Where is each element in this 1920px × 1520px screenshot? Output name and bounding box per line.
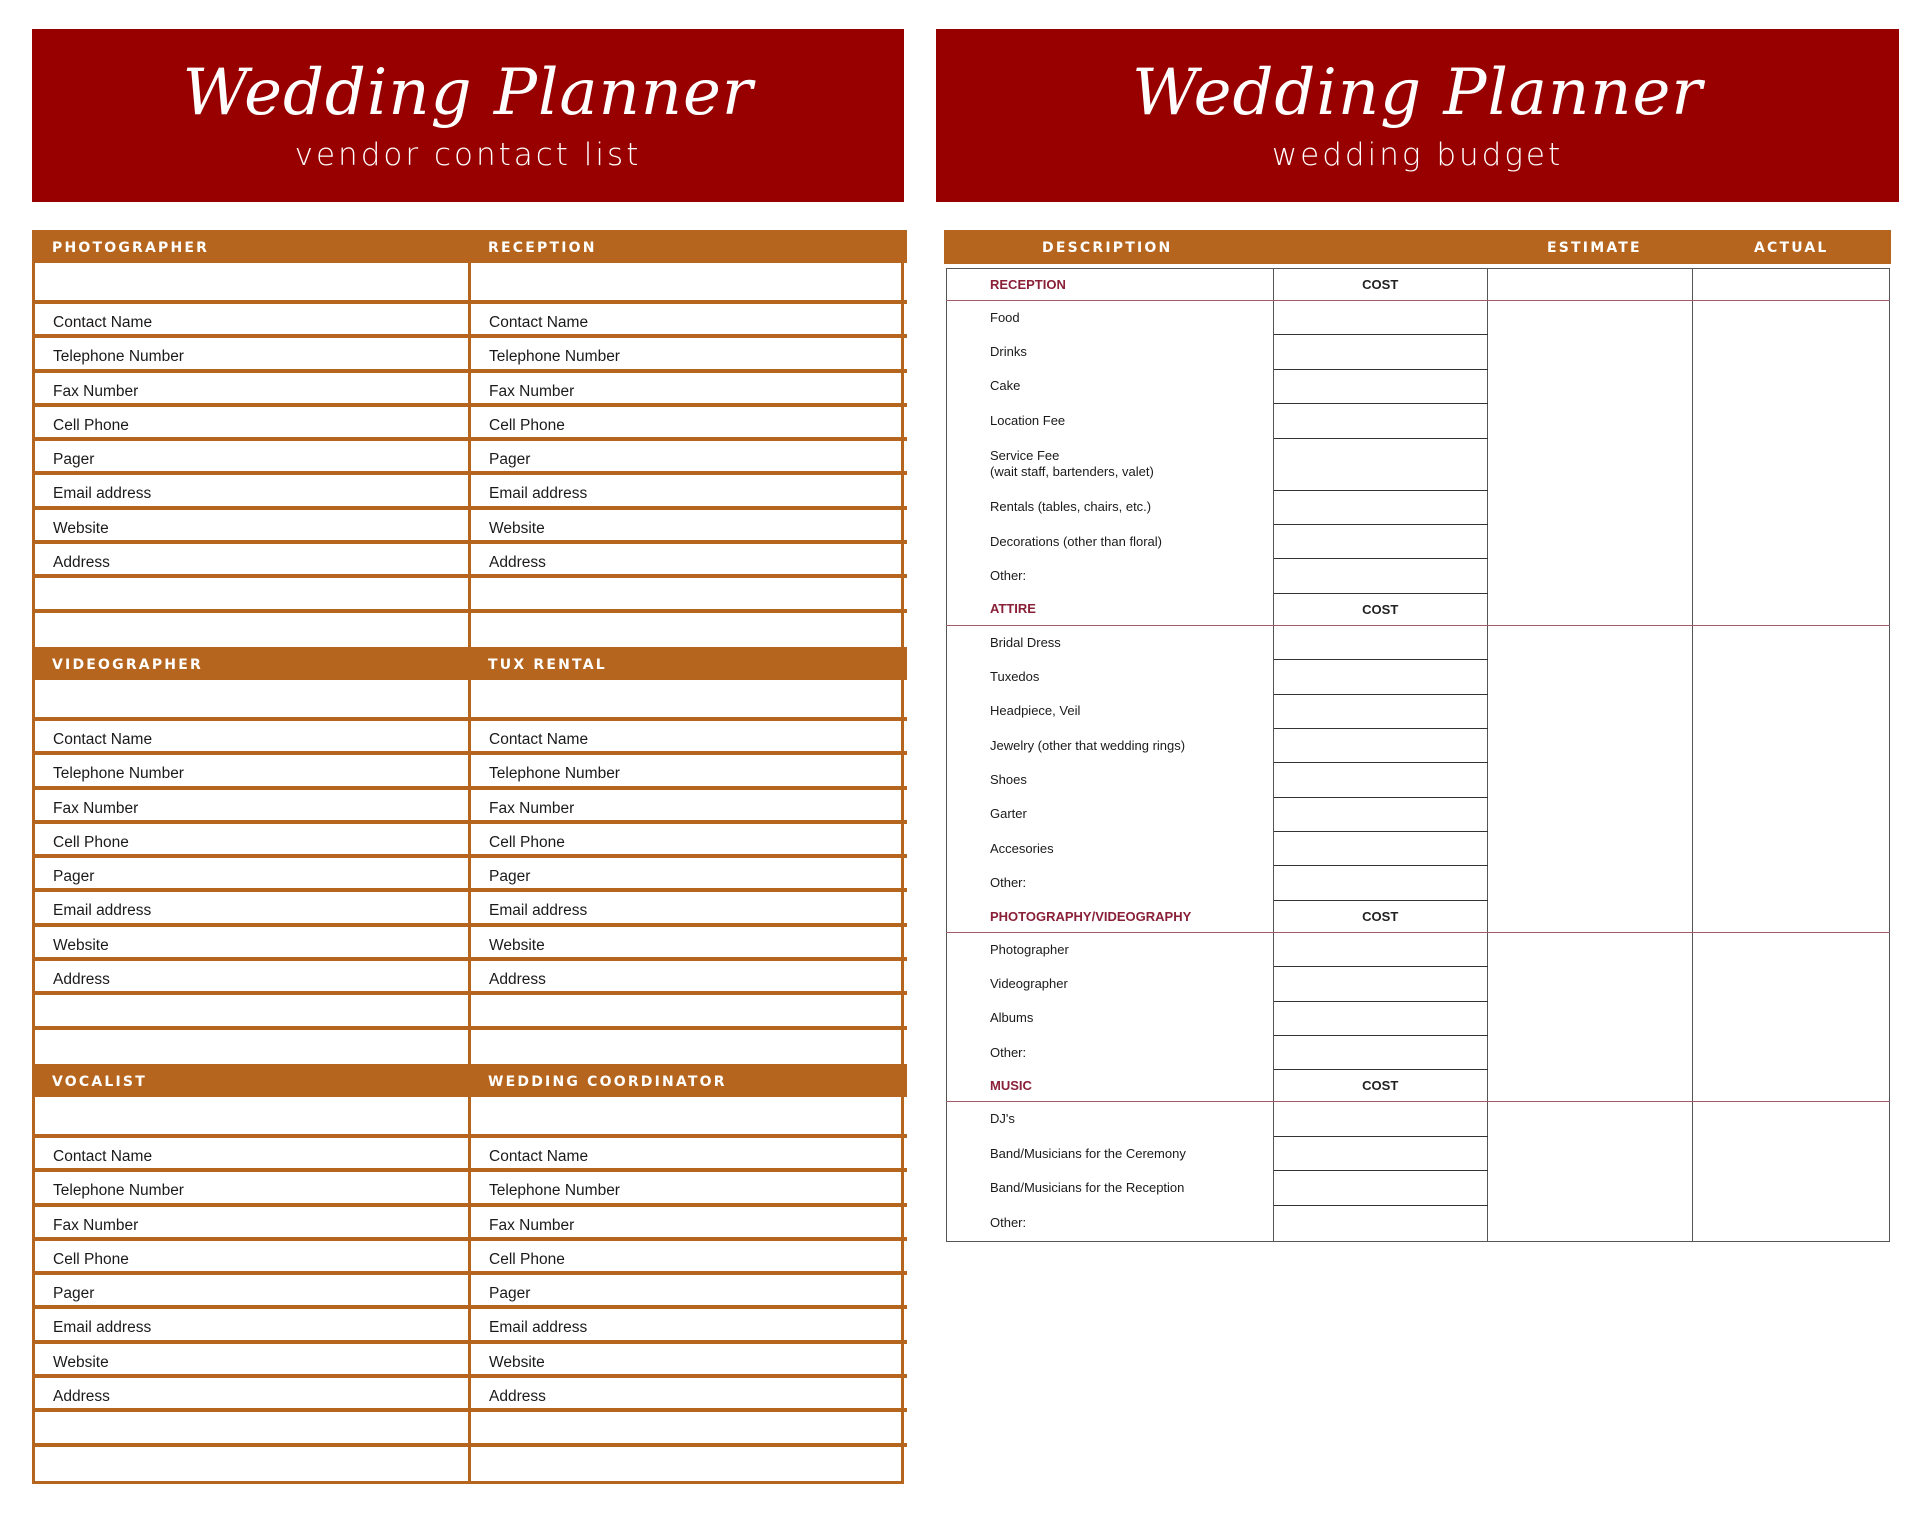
estimate-cell[interactable] (1487, 593, 1693, 625)
item-description: Jewelry (other that wedding rings) (947, 728, 1274, 762)
actual-cell[interactable] (1693, 269, 1890, 301)
item-cost-cell[interactable] (1273, 524, 1487, 558)
budget-item-row (947, 301, 1890, 335)
item-cost-cell[interactable] (1273, 763, 1487, 797)
item-cost-cell[interactable] (1273, 625, 1487, 659)
actual-cell[interactable] (1693, 625, 1890, 900)
item-cost-cell[interactable] (1273, 559, 1487, 593)
item-cost-cell[interactable] (1273, 1171, 1487, 1205)
item-cost-cell[interactable] (1273, 369, 1487, 403)
estimate-cell[interactable] (1487, 900, 1693, 932)
vendor-field-row[interactable]: Cell Phone (471, 824, 907, 858)
vendor-field-row[interactable]: Fax Number (35, 790, 468, 824)
vendor-block (32, 647, 904, 1064)
item-description: Other: (947, 1205, 1274, 1241)
vendor-field-row[interactable]: Fax Number (35, 373, 468, 407)
vendor-field-row[interactable]: Cell Phone (471, 407, 907, 441)
vendor-field-row[interactable]: Website (471, 510, 907, 544)
vendor-column (35, 230, 471, 647)
vendor-field-row[interactable]: Contact Name (471, 1138, 907, 1172)
estimate-cell[interactable] (1487, 301, 1693, 594)
description-header: DESCRIPTION (1042, 240, 1173, 256)
estimate-header: ESTIMATE (1547, 240, 1642, 256)
item-cost-cell[interactable] (1273, 438, 1487, 490)
item-description: Videographer (947, 967, 1274, 1001)
vendor-field-row[interactable]: Address (471, 1378, 907, 1412)
item-description: Food (947, 301, 1274, 335)
budget-section-row (947, 1070, 1890, 1102)
vendor-field-row[interactable]: Address (35, 961, 468, 995)
item-cost-cell[interactable] (1273, 1001, 1487, 1035)
item-description: Service Fee (wait staff, bartenders, valet) (947, 438, 1274, 490)
item-cost-cell[interactable] (1273, 728, 1487, 762)
item-description: DJ's (947, 1102, 1274, 1136)
vendor-field-row[interactable]: Fax Number (471, 1207, 907, 1241)
vendor-heading: RECEPTION (471, 230, 907, 263)
budget-item-row (947, 1102, 1890, 1136)
section-name: RECEPTION (947, 269, 1274, 301)
item-cost-cell[interactable] (1273, 660, 1487, 694)
vendor-heading: VIDEOGRAPHER (35, 647, 468, 680)
section-name: PHOTOGRAPHY/VIDEOGRAPHY (947, 900, 1274, 932)
vendor-block (32, 1064, 904, 1484)
actual-header: ACTUAL (1754, 240, 1829, 256)
item-description: Decorations (other than floral) (947, 524, 1274, 558)
item-description: Other: (947, 559, 1274, 593)
cost-label: COST (1273, 1070, 1487, 1102)
actual-cell[interactable] (1693, 1102, 1890, 1241)
vendor-field-row[interactable]: Address (35, 544, 468, 578)
item-description: Rentals (tables, chairs, etc.) (947, 490, 1274, 524)
item-description: Headpiece, Veil (947, 694, 1274, 728)
item-cost-cell[interactable] (1273, 832, 1487, 866)
vendor-field-row[interactable]: Pager (471, 1275, 907, 1309)
item-cost-cell[interactable] (1273, 335, 1487, 369)
vendor-field-row[interactable]: Email address (471, 475, 907, 509)
vendor-heading: WEDDING COORDINATOR (471, 1064, 907, 1097)
cost-label: COST (1273, 593, 1487, 625)
actual-cell[interactable] (1693, 900, 1890, 932)
item-cost-cell[interactable] (1273, 932, 1487, 966)
item-cost-cell[interactable] (1273, 797, 1487, 831)
vendor-contact-list (32, 230, 904, 1484)
item-cost-cell[interactable] (1273, 694, 1487, 728)
banner-subtitle: vendor contact list (294, 137, 642, 173)
actual-cell[interactable] (1693, 932, 1890, 1070)
vendor-blank-row[interactable] (35, 613, 468, 647)
budget-banner (936, 29, 1899, 202)
vendor-field-row[interactable]: Fax Number (471, 790, 907, 824)
budget-section-row (947, 593, 1890, 625)
item-description: Band/Musicians for the Reception (947, 1171, 1274, 1205)
vendor-field-row[interactable]: Website (35, 1344, 468, 1378)
item-description: Photographer (947, 932, 1274, 966)
item-cost-cell[interactable] (1273, 866, 1487, 900)
vendor-blank-row[interactable] (471, 613, 907, 647)
item-description: Shoes (947, 763, 1274, 797)
vendor-heading: TUX RENTAL (471, 647, 907, 680)
vendor-field-row[interactable]: Contact Name (35, 1138, 468, 1172)
vendor-name-field[interactable] (471, 1097, 907, 1138)
item-cost-cell[interactable] (1273, 1102, 1487, 1136)
vendor-field-row[interactable]: Contact Name (471, 721, 907, 755)
vendor-list-banner (32, 29, 904, 202)
vendor-field-row[interactable]: Contact Name (35, 304, 468, 338)
vendor-column (35, 647, 471, 1064)
item-cost-cell[interactable] (1273, 1205, 1487, 1241)
vendor-field-row[interactable]: Address (471, 961, 907, 995)
vendor-field-row[interactable]: Fax Number (471, 373, 907, 407)
vendor-field-row[interactable]: Website (35, 927, 468, 961)
vendor-field-row[interactable]: Pager (471, 441, 907, 475)
estimate-cell[interactable] (1487, 1102, 1693, 1241)
vendor-field-row[interactable]: Cell Phone (35, 407, 468, 441)
vendor-blank-row[interactable] (35, 1030, 468, 1064)
vendor-blank-row[interactable] (35, 995, 468, 1029)
vendor-field-row[interactable]: Cell Phone (471, 1241, 907, 1275)
wedding-budget (944, 230, 1891, 1242)
item-cost-cell[interactable] (1273, 1136, 1487, 1170)
budget-table (946, 268, 1890, 1242)
cost-label: COST (1273, 269, 1487, 301)
vendor-field-row[interactable]: Email address (35, 1309, 468, 1343)
vendor-field-row[interactable]: Email address (35, 475, 468, 509)
vendor-field-row[interactable]: Telephone Number (35, 1172, 468, 1206)
vendor-blank-row[interactable] (471, 578, 907, 612)
vendor-blank-row[interactable] (471, 1030, 907, 1064)
vendor-field-row[interactable]: Email address (471, 1309, 907, 1343)
item-cost-cell[interactable] (1273, 967, 1487, 1001)
item-cost-cell[interactable] (1273, 404, 1487, 438)
vendor-field-row[interactable]: Address (35, 1378, 468, 1412)
vendor-name-field[interactable] (35, 263, 468, 304)
item-description: Other: (947, 1036, 1274, 1070)
vendor-blank-row[interactable] (35, 578, 468, 612)
vendor-field-row[interactable]: Telephone Number (471, 755, 907, 789)
actual-cell[interactable] (1693, 1070, 1890, 1102)
vendor-field-row[interactable]: Pager (471, 858, 907, 892)
vendor-name-field[interactable] (471, 263, 907, 304)
vendor-heading: VOCALIST (35, 1064, 468, 1097)
vendor-blank-row[interactable] (471, 1412, 907, 1446)
budget-section-row (947, 269, 1890, 301)
section-name: ATTIRE (947, 593, 1274, 625)
vendor-field-row[interactable]: Telephone Number (35, 338, 468, 372)
vendor-field-row[interactable]: Pager (35, 1275, 468, 1309)
item-description: Location Fee (947, 404, 1274, 438)
vendor-field-row[interactable]: Website (471, 927, 907, 961)
vendor-field-row[interactable]: Contact Name (471, 304, 907, 338)
actual-cell[interactable] (1693, 301, 1890, 594)
vendor-field-row[interactable]: Telephone Number (471, 338, 907, 372)
vendor-field-row[interactable]: Cell Phone (35, 1241, 468, 1275)
vendor-field-row[interactable]: Email address (471, 892, 907, 926)
vendor-field-row[interactable]: Telephone Number (35, 755, 468, 789)
vendor-field-row[interactable]: Website (471, 1344, 907, 1378)
banner-subtitle: wedding budget (1271, 137, 1564, 173)
vendor-field-row[interactable]: Cell Phone (35, 824, 468, 858)
item-description: Bridal Dress (947, 625, 1274, 659)
cost-label: COST (1273, 900, 1487, 932)
item-cost-cell[interactable] (1273, 301, 1487, 335)
vendor-column (471, 230, 907, 647)
vendor-column (35, 1064, 471, 1481)
budget-item-row (947, 625, 1890, 659)
section-name: MUSIC (947, 1070, 1274, 1102)
vendor-name-field[interactable] (35, 680, 468, 721)
item-cost-cell[interactable] (1273, 490, 1487, 524)
budget-header (944, 230, 1891, 264)
item-description: Accesories (947, 832, 1274, 866)
item-description: Garter (947, 797, 1274, 831)
vendor-column (471, 647, 907, 1064)
vendor-blank-row[interactable] (35, 1447, 468, 1481)
actual-cell[interactable] (1693, 593, 1890, 625)
vendor-field-row[interactable]: Contact Name (35, 721, 468, 755)
estimate-cell[interactable] (1487, 1070, 1693, 1102)
budget-item-row (947, 932, 1890, 966)
vendor-name-field[interactable] (35, 1097, 468, 1138)
item-description: Other: (947, 866, 1274, 900)
vendor-field-row[interactable]: Website (35, 510, 468, 544)
vendor-field-row[interactable]: Pager (35, 441, 468, 475)
vendor-blank-row[interactable] (471, 995, 907, 1029)
estimate-cell[interactable] (1487, 269, 1693, 301)
vendor-block (32, 230, 904, 647)
vendor-field-row[interactable]: Address (471, 544, 907, 578)
item-description: Cake (947, 369, 1274, 403)
vendor-field-row[interactable]: Fax Number (35, 1207, 468, 1241)
vendor-field-row[interactable]: Pager (35, 858, 468, 892)
vendor-heading: PHOTOGRAPHER (35, 230, 468, 263)
budget-section-row (947, 900, 1890, 932)
vendor-field-row[interactable]: Telephone Number (471, 1172, 907, 1206)
vendor-blank-row[interactable] (471, 1447, 907, 1481)
vendor-blank-row[interactable] (35, 1412, 468, 1446)
vendor-name-field[interactable] (471, 680, 907, 721)
item-description: Drinks (947, 335, 1274, 369)
banner-title: Wedding Planner (182, 56, 754, 130)
vendor-column (471, 1064, 907, 1481)
vendor-field-row[interactable]: Email address (35, 892, 468, 926)
estimate-cell[interactable] (1487, 625, 1693, 900)
item-description: Tuxedos (947, 660, 1274, 694)
item-description: Band/Musicians for the Ceremony (947, 1136, 1274, 1170)
item-description: Albums (947, 1001, 1274, 1035)
item-cost-cell[interactable] (1273, 1036, 1487, 1070)
banner-title: Wedding Planner (1132, 56, 1703, 130)
estimate-cell[interactable] (1487, 932, 1693, 1070)
